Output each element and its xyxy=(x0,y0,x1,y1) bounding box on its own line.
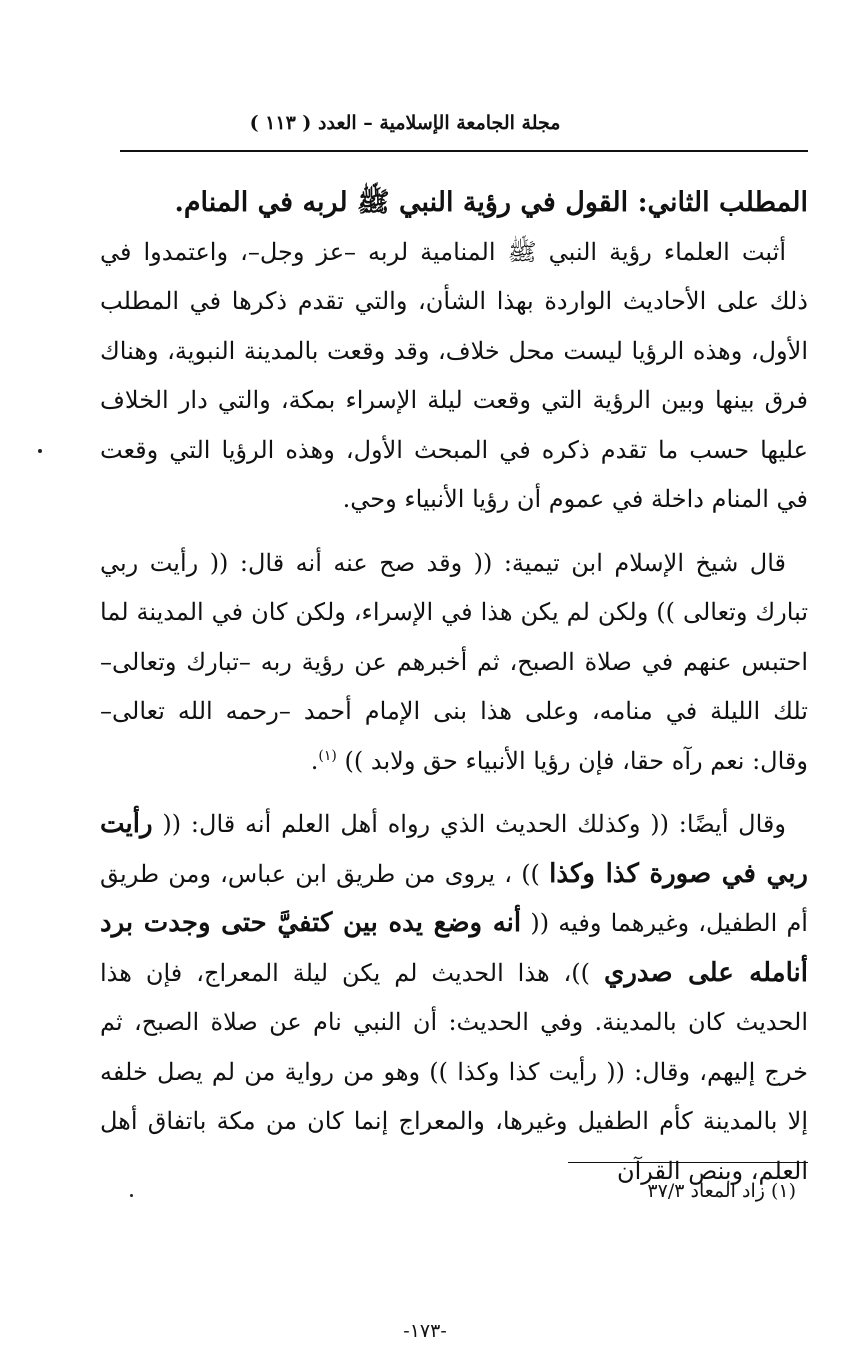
paragraph-gap xyxy=(100,786,808,800)
running-header: مجلة الجامعة الإسلامية – العدد ( ١١٣ ) xyxy=(249,112,561,134)
paragraph-2 xyxy=(100,539,808,787)
section-title: المطلب الثاني: القول في رؤية النبي ﷺ لربه في المنام. xyxy=(174,187,808,218)
header-rule xyxy=(120,150,808,152)
footnote-rule xyxy=(568,1162,808,1163)
article-body xyxy=(100,178,808,1196)
paragraph-2-period: . xyxy=(310,746,319,775)
paragraph-gap xyxy=(100,525,808,539)
page-number: -١٧٣- xyxy=(403,1320,447,1342)
paragraph-3 xyxy=(100,800,808,1196)
hadith-quote-2: أنه وضع يده بين كتفيَّ حتى وجدت برد أنامله على صدري xyxy=(100,908,808,988)
footnote-marker: (١) xyxy=(318,747,337,764)
paragraph-2-text: قال شيخ الإسلام ابن تيمية: (( وقد صح عنه أنه قال: (( رأيت ربي تبارك وتعالى )) ولكن لم يكن هذا في الإسراء، ولكن كان في المدينة لما احتبس عنهم في صلاة الصبح، ثم أخبرهم عن رؤية ربه –تبارك وتعالى– تلك الليلة في منامه، وعلى هذا بنى الإمام أحمد –رحمه الله تعالى– وقال: نعم رآه حقا، فإن رؤيا الأنبياء حق ولابد )) xyxy=(100,548,808,775)
paragraph-3-end: ))، هذا الحديث لم يكن ليلة المعراج، فإن هذا الحديث كان بالمدينة. وفي الحديث: أن النبي نام عن صلاة الصبح، ثم خرج إليهم، وقال: (( رأيت كذا وكذا )) وهو من رواية من لم يصل خلفه إلا بالمدينة كأم الطفيل وغيرها، والمعراج إنما كان من مكة باتفاق أهل العلم، وبنص القرآن xyxy=(100,958,808,1185)
hadith-quote-1: رأيت ربي في صورة كذا وكذا xyxy=(100,809,808,889)
scan-speck xyxy=(130,1194,133,1197)
paragraph-3-intro: وقال أيضًا: (( وكذلك الحديث الذي رواه أهل العلم أنه قال: (( xyxy=(162,810,786,838)
footnote: (١) زاد المعاد ٣٧/٣ xyxy=(647,1180,796,1202)
paragraph-3-middle: )) ، يروى من طريق ابن عباس، ومن طريق أم الطفيل، وغيرهما وفيه (( xyxy=(100,859,808,937)
scan-speck xyxy=(38,449,42,453)
paragraph-1: أثبت العلماء رؤية النبي ﷺ المنامية لربه –عز وجل–، واعتمدوا في ذلك على الأحاديث الواردة بهذا الشأن، والتي تقدم ذكرها في المطلب الأول، وهذه الرؤيا ليست محل خلاف، وقد وقعت بالمدينة النبوية، وهناك فرق بينها وبين الرؤية التي وقعت ليلة الإسراء بمكة، والتي دار الخلاف عليها حسب ما تقدم ذكره في المبحث الأول، وهذه الرؤيا التي وقعت في المنام داخلة في عموم أن رؤيا الأنبياء وحي. xyxy=(100,237,808,513)
